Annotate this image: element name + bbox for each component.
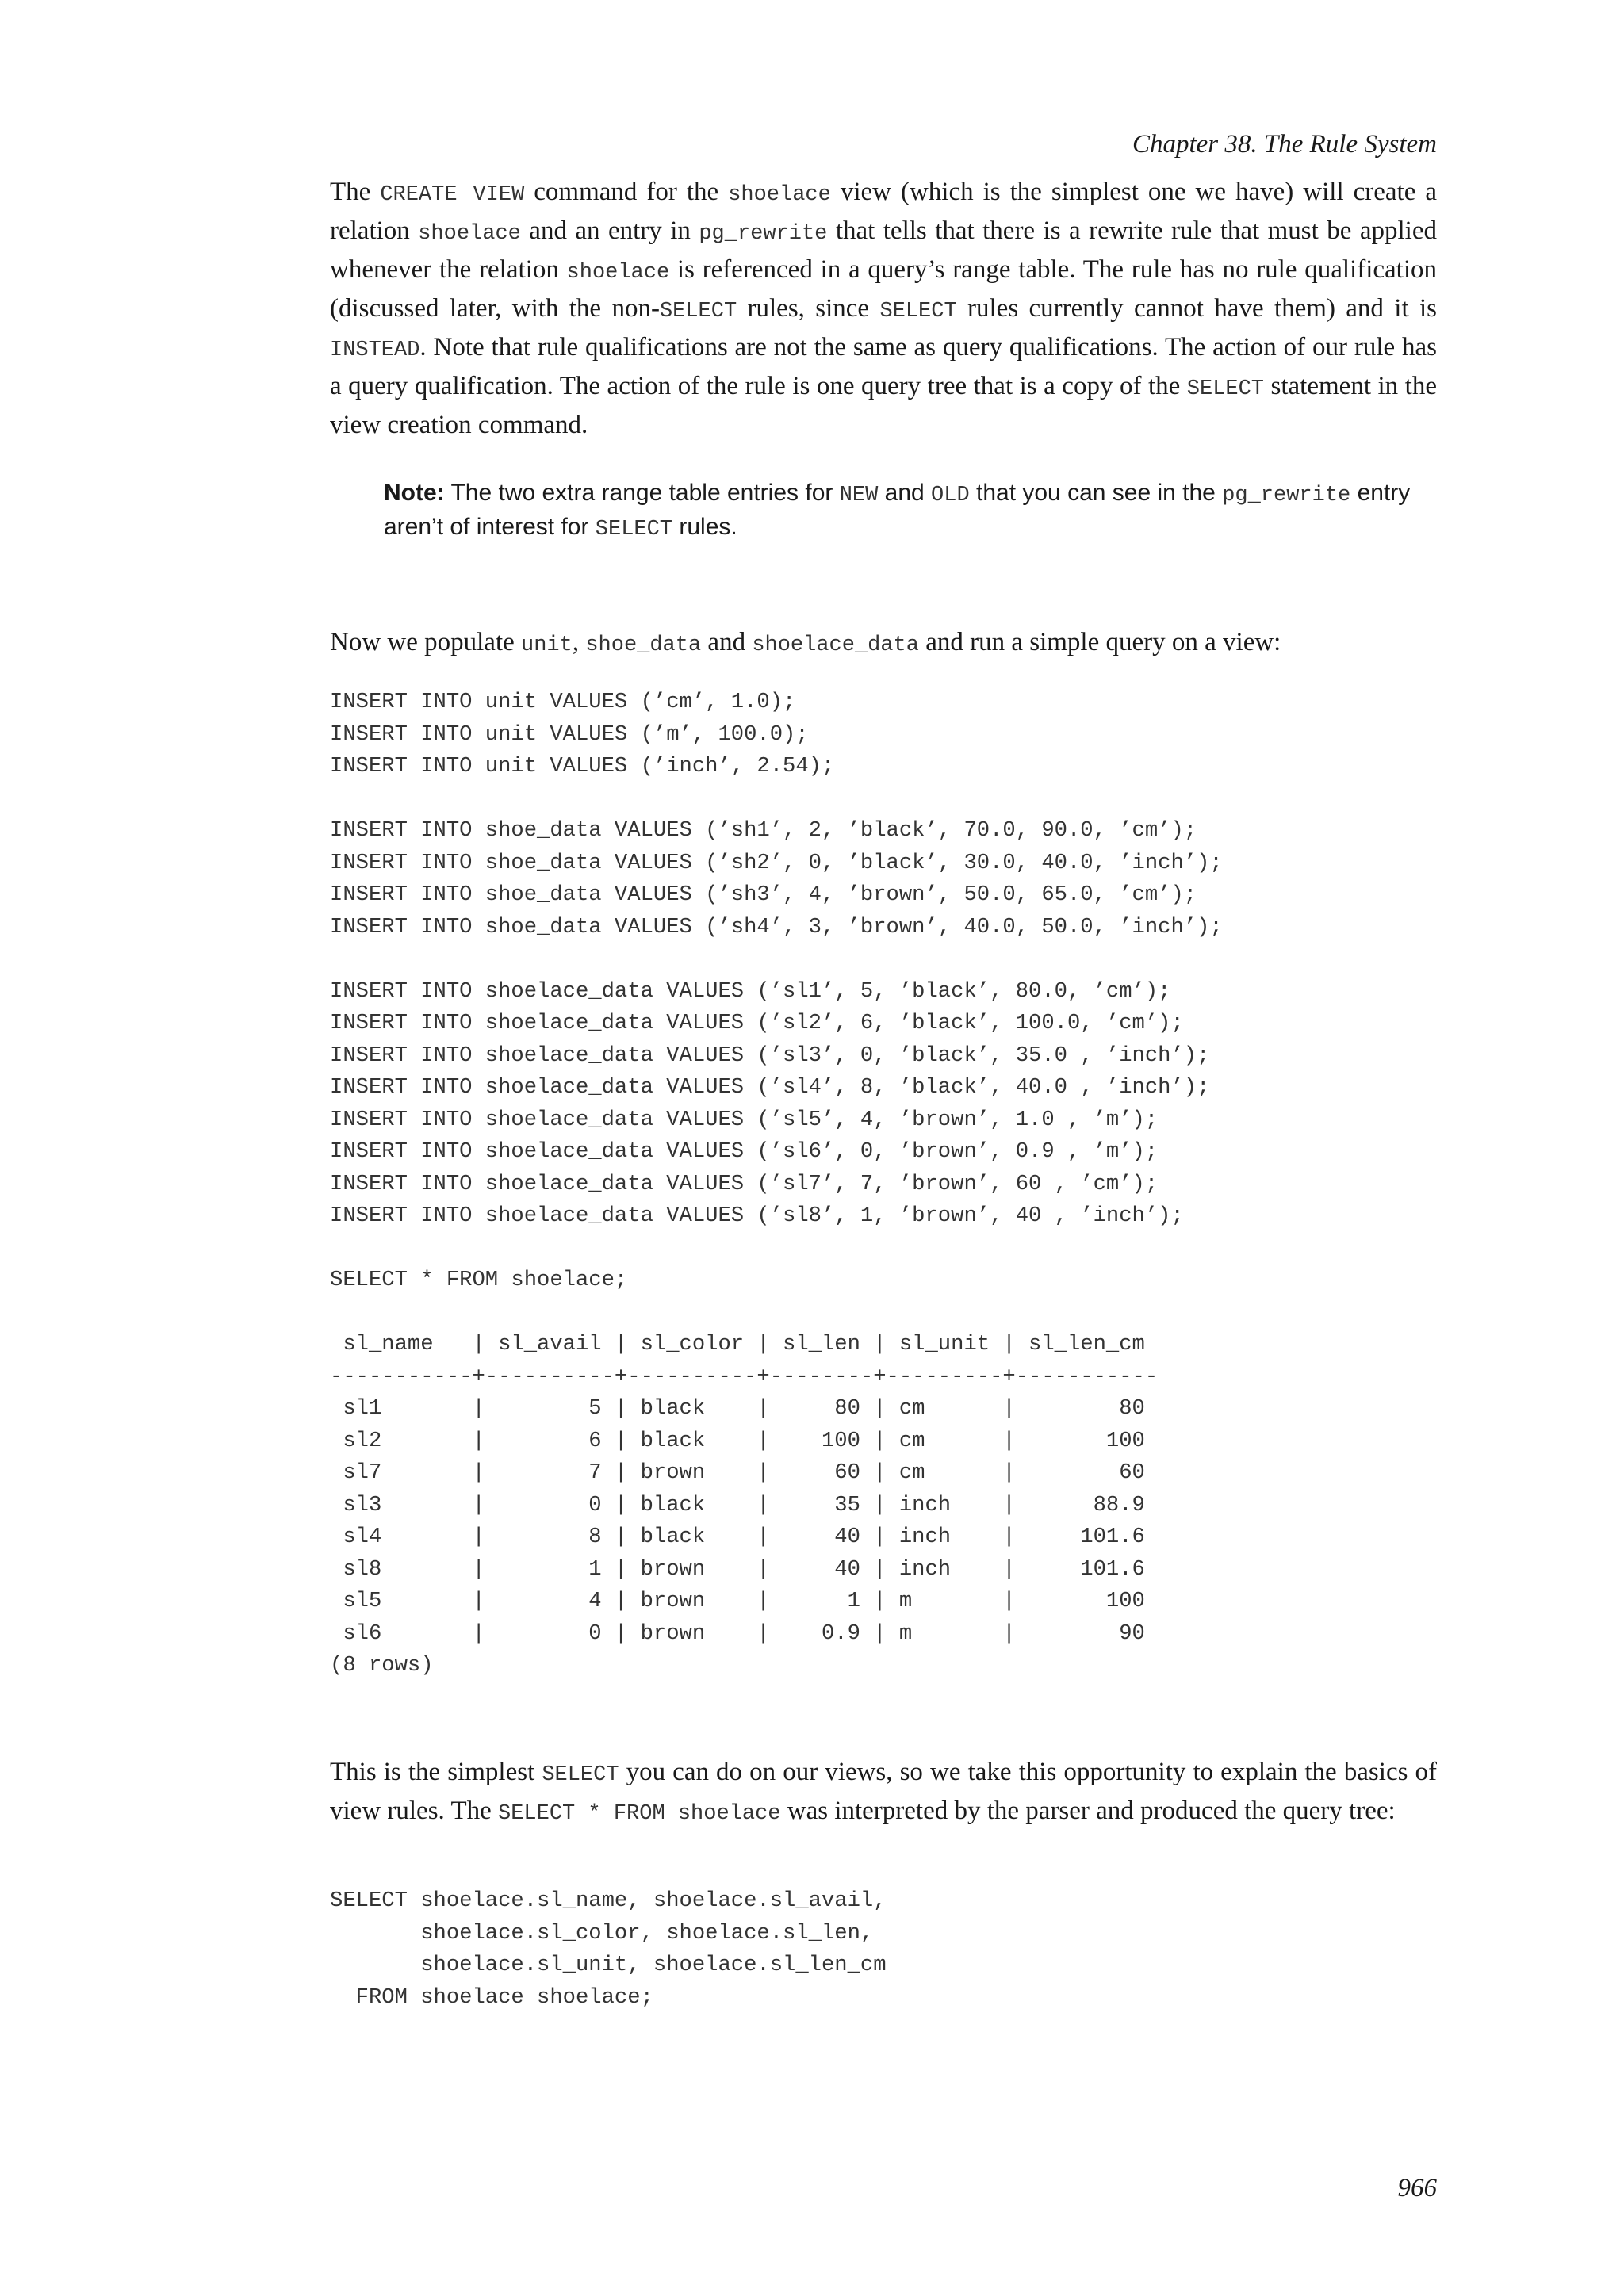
inline-code: pg_rewrite — [1222, 484, 1351, 507]
inline-code: shoelace — [566, 261, 670, 285]
inline-code: shoelace — [728, 183, 831, 207]
page-number: 966 — [1397, 2174, 1437, 2202]
inline-code: INSTEAD — [330, 339, 420, 362]
note-box: Note: The two extra range table entries for NEW and OLD that you can see in the pg_rewrite entry aren’t of interest for SELECT rules. — [384, 480, 1411, 541]
code-block-inserts-and-results: INSERT INTO unit VALUES (’cm’, 1.0); INSERT INTO unit VALUES (’m’, 100.0); INSERT INTO unit VALUES (’inch’, 2.54); INSERT INTO shoe_data VALUES (’sh1’, 2, ’black’, 70.0, 90.0, ’cm’); INSERT INTO shoe_data VALUES (’sh2’, 0, ’black’, 30.0, 40.0, ’inch’); INSERT INTO shoe_data VALUES (’sh3’, 4, ’brown’, 50.0, 65.0, ’cm’); INSERT INTO shoe_data VALUES (’sh4’, 3, ’brown’, 40.0, 50.0, ’inch’); INSERT INTO shoelace_data VALUES (’sl1’, 5, ’black’, 80.0, ’cm’); INSERT INTO shoelace_data VALUES (’sl2’, 6, ’black’, 100.0, ’cm’); INSERT INTO shoelace_data VALUES (’sl3’, 0, ’black’, 35.0 , ’inch’); INSERT INTO shoelace_data VALUES (’sl4’, 8, ’black’, 40.0 , ’inch’); INSERT INTO shoelace_data VALUES (’sl5’, 4, ’brown’, 1.0 , ’m’); INSERT INTO shoelace_data VALUES (’sl6’, 0, ’brown’, 0.9 , ’m’); INSERT INTO shoelace_data VALUES (’sl7’, 7, ’brown’, 60 , ’cm’); INSERT INTO shoelace_data VALUES (’sl8’, 1, ’brown’, 40 , ’inch’); SELECT * FROM shoelace; sl_name | sl_avail | sl_color | sl_len | sl_unit | sl_len_cm -----------+----------+----------+--------+---------+----------- sl1 | 5 | black | 80 | cm | 80 sl2 | 6 | black | 100 | cm | 100 sl7 | 7 | brown | 60 | cm | 60 sl3 | 0 | black | 35 | inch | 88.9 sl4 | 8 | black | 40 | inch | 101.6 sl8 | 1 | brown | 40 | inch | 101.6 sl5 | 4 | brown | 1 | m | 100 sl6 | 0 | brown | 0.9 | m | 90 (8 rows) — [330, 690, 1223, 1678]
inline-code: shoe_data — [585, 633, 702, 657]
paragraph-simplest-select: This is the simplest SELECT you can do on our views, so we take this opportunity to explain the basics of view rules. The SELECT * FROM shoelace was interpreted by the parser and produced the query tree: — [330, 1758, 1437, 1826]
inline-code: SELECT — [879, 300, 957, 323]
code-block-query-tree: SELECT shoelace.sl_name, shoelace.sl_avail, shoelace.sl_color, shoelace.sl_len, shoelace.sl_unit, shoelace.sl_len_cm FROM shoelace shoelace; — [330, 1888, 887, 2010]
paragraph-create-view: The CREATE VIEW command for the shoelace view (which is the simplest one we have) will create a relation shoelace and an entry in pg_rewrite that tells that there is a rewrite rule that must be applied whenever the relation shoelace is referenced in a query’s range table. The rule has no rule qualification (discussed later, with the non-SELECT rules, since SELECT rules currently cannot have them) and it is INSTEAD. Note that rule qualifications are not the same as query qualifications. The action of our rule has a query qualification. The action of the rule is one query tree that is a copy of the SELECT statement in the view creation command. — [330, 178, 1438, 439]
note-label: Note: — [384, 480, 445, 506]
inline-code: SELECT — [595, 518, 673, 541]
paragraph-populate: Now we populate unit, shoe_data and shoelace_data and run a simple query on a view: — [330, 628, 1281, 657]
inline-code: unit — [521, 633, 573, 657]
inline-code: SELECT * FROM shoelace — [498, 1802, 781, 1826]
inline-code: CREATE VIEW — [380, 183, 525, 207]
running-header: Chapter 38. The Rule System — [1132, 130, 1437, 159]
inline-code: shoelace — [418, 222, 521, 246]
inline-code: SELECT — [659, 300, 737, 323]
inline-code: SELECT — [542, 1763, 619, 1787]
inline-code: NEW — [839, 484, 879, 507]
inline-code: OLD — [931, 484, 970, 507]
inline-code: pg_rewrite — [699, 222, 828, 246]
inline-code: shoelace_data — [752, 633, 919, 657]
inline-code: SELECT — [1186, 377, 1265, 401]
